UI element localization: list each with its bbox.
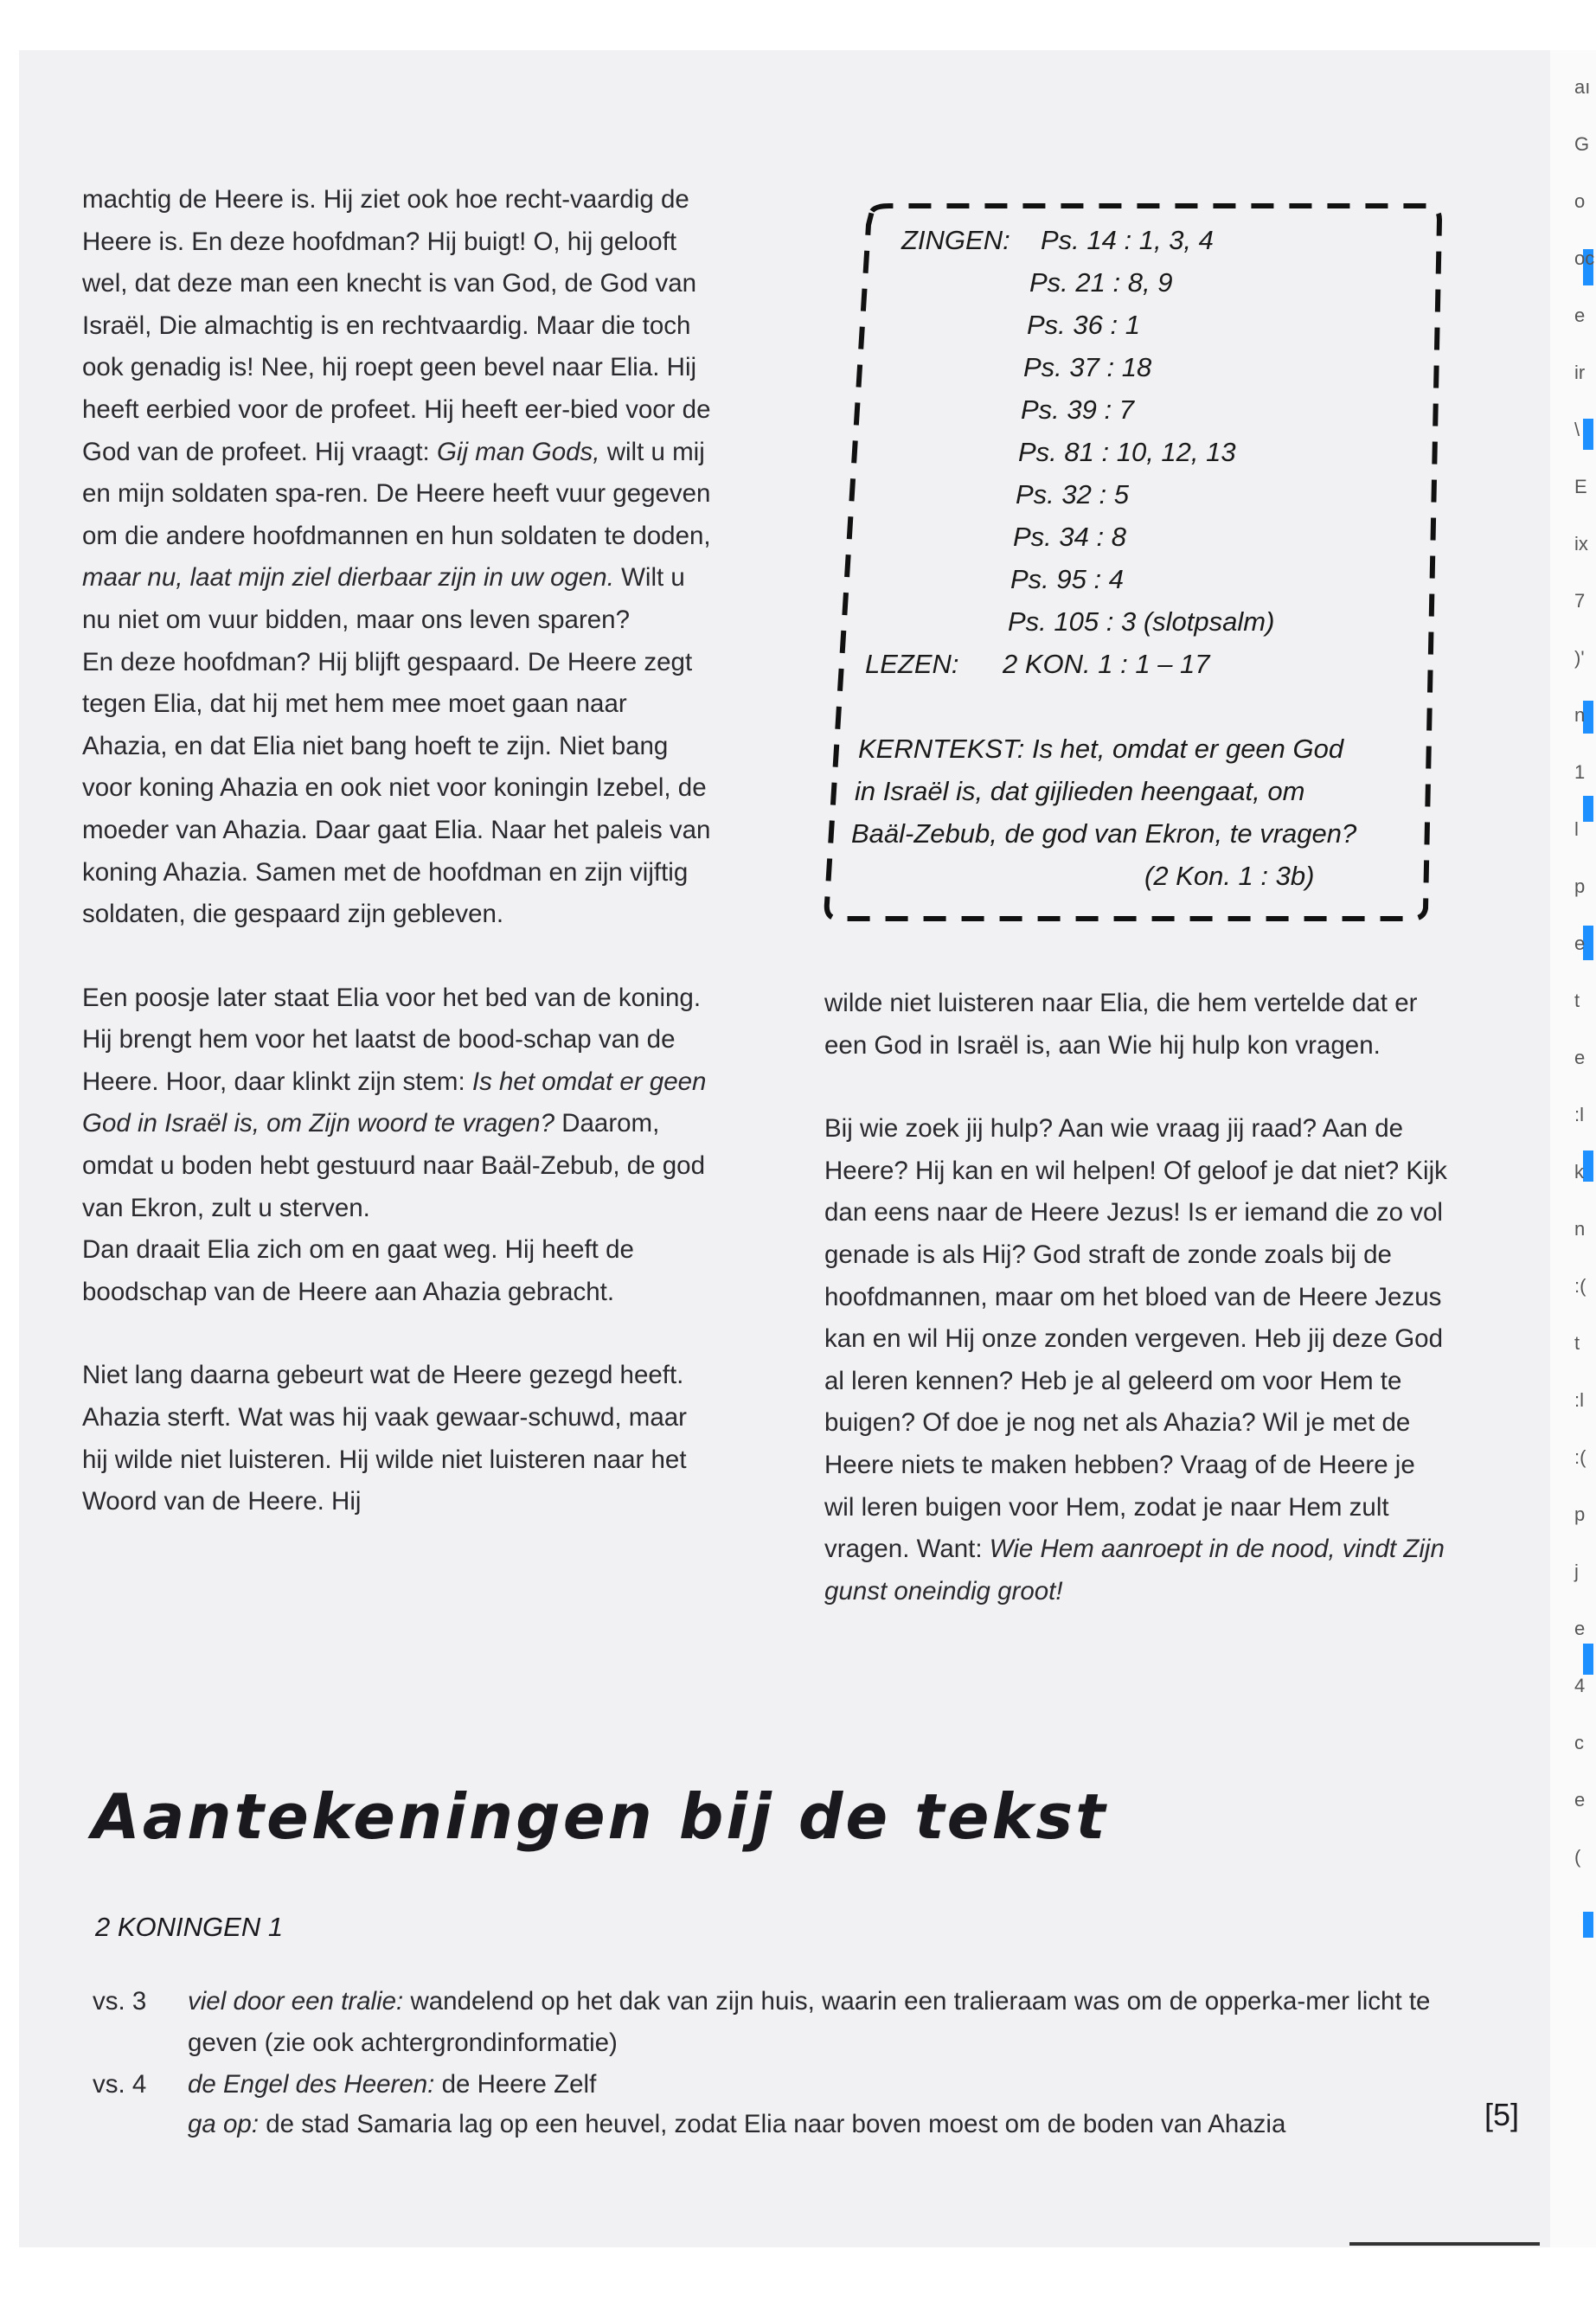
edge-fragment: ix <box>1574 533 1588 554</box>
lezen-value: 2 KON. 1 : 1 – 17 <box>1003 649 1210 679</box>
edge-fragment: c <box>1574 1732 1584 1753</box>
psalm-line: Ps. 36 : 1 <box>1027 310 1140 340</box>
edge-fragment: o <box>1574 190 1586 212</box>
edge-fragment: ( <box>1574 1846 1581 1868</box>
text-run: machtig de Heere is. Hij ziet ook hoe recht-vaardig de Heere is. En deze hoofdman? Hij buigt! O, hij gelooft wel, dat deze man een knecht is van God, de God van Israël, Die almachtig is en rechtvaardig. Maar die toch ook genadig is! Nee, hij roept geen bevel naar Elia. Hij heeft eerbied voor de profeet. Hij heeft eer-bied voor de God van de profeet. Hij vraagt: <box>82 185 711 466</box>
edge-fragment: l <box>1574 818 1579 840</box>
edge-fragment: 4 <box>1574 1675 1586 1696</box>
edge-color-mark <box>1583 1150 1593 1182</box>
notes-heading: Aantekeningen bij de tekst <box>92 1780 1108 1853</box>
edge-fragment: :l <box>1574 1104 1584 1125</box>
edge-fragment: t <box>1574 990 1580 1011</box>
notes-subheading: 2 KONINGEN 1 <box>95 1912 284 1942</box>
edge-fragment: e <box>1574 304 1586 326</box>
note-body <box>188 1981 1433 2064</box>
scan-top-margin <box>0 0 1596 50</box>
left-column <box>82 179 714 1523</box>
edge-fragment: p <box>1574 1503 1586 1525</box>
note-text: de Heere Zelf <box>434 2070 597 2099</box>
edge-fragment: aı <box>1574 76 1591 98</box>
note-body <box>188 2104 1433 2145</box>
italic-quote: Is het omdat er geen God in Israël is, om Zijn woord te vragen? <box>82 1067 707 1138</box>
edge-fragment: G <box>1574 133 1590 155</box>
text-run: Bij wie zoek jij hulp? Aan wie vraag jij raad? Aan de Heere? Hij kan en wil helpen! Of geloof je dat niet? Kijk dan eens naar de Heere Jezus! Is er iemand die zo vol genade is als Hij? God straft de zonde zoals bij de hoofdmannen, maar om het bloed van de Heere Jezus kan en wil Hij onze zonden vergeven. Heb jij deze God al leren kennen? Heb je al geleerd om voor Hem te buigen? Of doe je nog net als Ahazia? Wil je met de Heere niets te maken hebben? Vraag of de Heere je wil leren buigen voor Hem, zodat je naar Hem zult vragen. Want: <box>824 1114 1447 1564</box>
paragraph-hoofdman-gespaard: En deze hoofdman? Hij blijft gespaard. De Heere zegt tegen Elia, dat hij met hem mee moet gaan naar Ahazia, en dat Elia niet bang hoeft te zijn. Niet bang voor koning Ahazia en ook niet voor koningin Izebel, de moeder van Ahazia. Daar gaat Elia. Naar het paleis van koning Ahazia. Samen met de hoofdman en zijn vijftig soldaten, die gespaard zijn gebleven. <box>82 647 711 929</box>
edge-fragment: n <box>1574 1218 1586 1240</box>
edge-fragment: E <box>1574 476 1587 497</box>
psalm-line: Ps. 95 : 4 <box>1010 564 1124 594</box>
text-run: wilt u mij en mijn soldaten spa-ren. De Heere heeft vuur gegeven om die andere hoofdmannen en hun soldaten te doden, <box>82 437 711 550</box>
edge-color-mark <box>1583 1912 1593 1938</box>
edge-fragment: ir <box>1574 362 1586 383</box>
psalm-line: Ps. 32 : 5 <box>1016 479 1129 510</box>
lezen-label: LEZEN: <box>865 649 959 679</box>
edge-fragment: oc <box>1574 247 1595 269</box>
paragraph-elia-bij-koning <box>82 977 714 1230</box>
italic-quote: Gij man Gods, <box>436 437 600 466</box>
bottom-edge-line <box>1349 2242 1540 2246</box>
edge-fragment: 7 <box>1574 590 1586 612</box>
psalm-line: Ps. 14 : 1, 3, 4 <box>1041 225 1214 255</box>
kerntekst-line: KERNTEKST: Is het, omdat er geen God <box>858 734 1344 764</box>
note-text: wandelend op het dak van zijn huis, waarin een tralieraam was om de opperka-mer licht te geven (zie ook achtergrondinformatie) <box>188 1987 1431 2057</box>
edge-fragment: t <box>1574 1332 1580 1354</box>
edge-fragment: n <box>1574 704 1586 726</box>
song-reading-box <box>820 201 1446 923</box>
paragraph-ahazia-luisterde-niet: wilde niet luisteren naar Elia, die hem vertelde dat er een God in Israël is, aan Wie hij hulp kon vragen. <box>824 989 1418 1060</box>
note-verse: vs. 4 <box>93 2070 147 2099</box>
edge-fragment: p <box>1574 875 1586 897</box>
zingen-label: ZINGEN: <box>901 225 1010 255</box>
italic-quote: Wie Hem aanroept in de nood, vindt Zijn gunst oneindig groot! <box>824 1535 1445 1606</box>
psalm-line: Ps. 105 : 3 (slotpsalm) <box>1008 606 1275 637</box>
edge-color-mark <box>1583 419 1593 450</box>
edge-fragment: k <box>1574 1161 1584 1183</box>
kerntekst-line: Baäl-Zebub, de god van Ekron, te vragen? <box>851 818 1357 849</box>
paragraph-bij-wie-zoek-jij-hulp <box>824 1108 1447 1612</box>
edge-fragment: 1 <box>1574 761 1586 783</box>
note-verse: vs. 3 <box>93 1987 147 2016</box>
paragraph-ahazia-sterft: Niet lang daarna gebeurt wat de Heere gezegd heeft. Ahazia sterft. Wat was hij vaak gewaar-schuwd, maar hij wilde niet luisteren. Hij wilde niet luisteren naar het Woord van de Heere. Hij <box>82 1361 687 1516</box>
note-term: ga op: <box>188 2110 260 2138</box>
paragraph-elia-gaat-weg: Dan draait Elia zich om en gaat weg. Hij heeft de boodschap van de Heere aan Ahazia gebracht. <box>82 1235 634 1306</box>
edge-fragment: :l <box>1574 1389 1584 1411</box>
edge-fragment: e <box>1574 1618 1586 1639</box>
edge-fragment: e <box>1574 1047 1586 1068</box>
note-body <box>188 2064 1433 2106</box>
edge-color-mark <box>1583 796 1593 822</box>
kerntekst-reference: (2 Kon. 1 : 3b) <box>1144 861 1315 891</box>
note-term: viel door een tralie: <box>188 1987 404 2016</box>
psalm-line: Ps. 81 : 10, 12, 13 <box>1018 437 1236 467</box>
edge-fragment: :( <box>1574 1275 1586 1297</box>
edge-color-mark <box>1583 1644 1593 1675</box>
paragraph-hoofdman-buigt <box>82 179 714 642</box>
right-column <box>824 983 1447 1612</box>
edge-fragment: \ <box>1574 419 1580 440</box>
page-number: [5] <box>1484 2097 1520 2132</box>
edge-fragment: j <box>1574 1561 1579 1582</box>
note-text: de stad Samaria lag op een heuvel, zodat Elia naar boven moest om de boden van Ahazia <box>259 2110 1286 2138</box>
italic-quote: maar nu, laat mijn ziel dierbaar zijn in uw ogen. <box>82 563 614 593</box>
psalm-line: Ps. 37 : 18 <box>1023 352 1152 382</box>
text-run: Daarom, omdat u boden hebt gestuurd naar Baäl-Zebub, de god van Ekron, zult u sterven. <box>82 1109 705 1222</box>
edge-fragment: :( <box>1574 1446 1586 1468</box>
text-run: Een poosje later staat Elia voor het bed van de koning. Hij brengt hem voor het laatst de bood-schap van de Heere. Hoor, daar klinkt zijn stem: <box>82 983 702 1096</box>
edge-fragment: )' <box>1574 647 1585 669</box>
edge-fragment: e <box>1574 933 1586 954</box>
text-run: Wilt u nu niet om vuur bidden, maar ons leven sparen? <box>82 563 685 634</box>
psalm-line: Ps. 21 : 8, 9 <box>1029 267 1173 298</box>
note-term: de Engel des Heeren: <box>188 2070 435 2099</box>
edge-fragment: e <box>1574 1789 1586 1811</box>
kerntekst-line: in Israël is, dat gijlieden heengaat, om <box>855 776 1305 806</box>
psalm-line: Ps. 34 : 8 <box>1013 522 1126 552</box>
psalm-line: Ps. 39 : 7 <box>1021 394 1134 425</box>
